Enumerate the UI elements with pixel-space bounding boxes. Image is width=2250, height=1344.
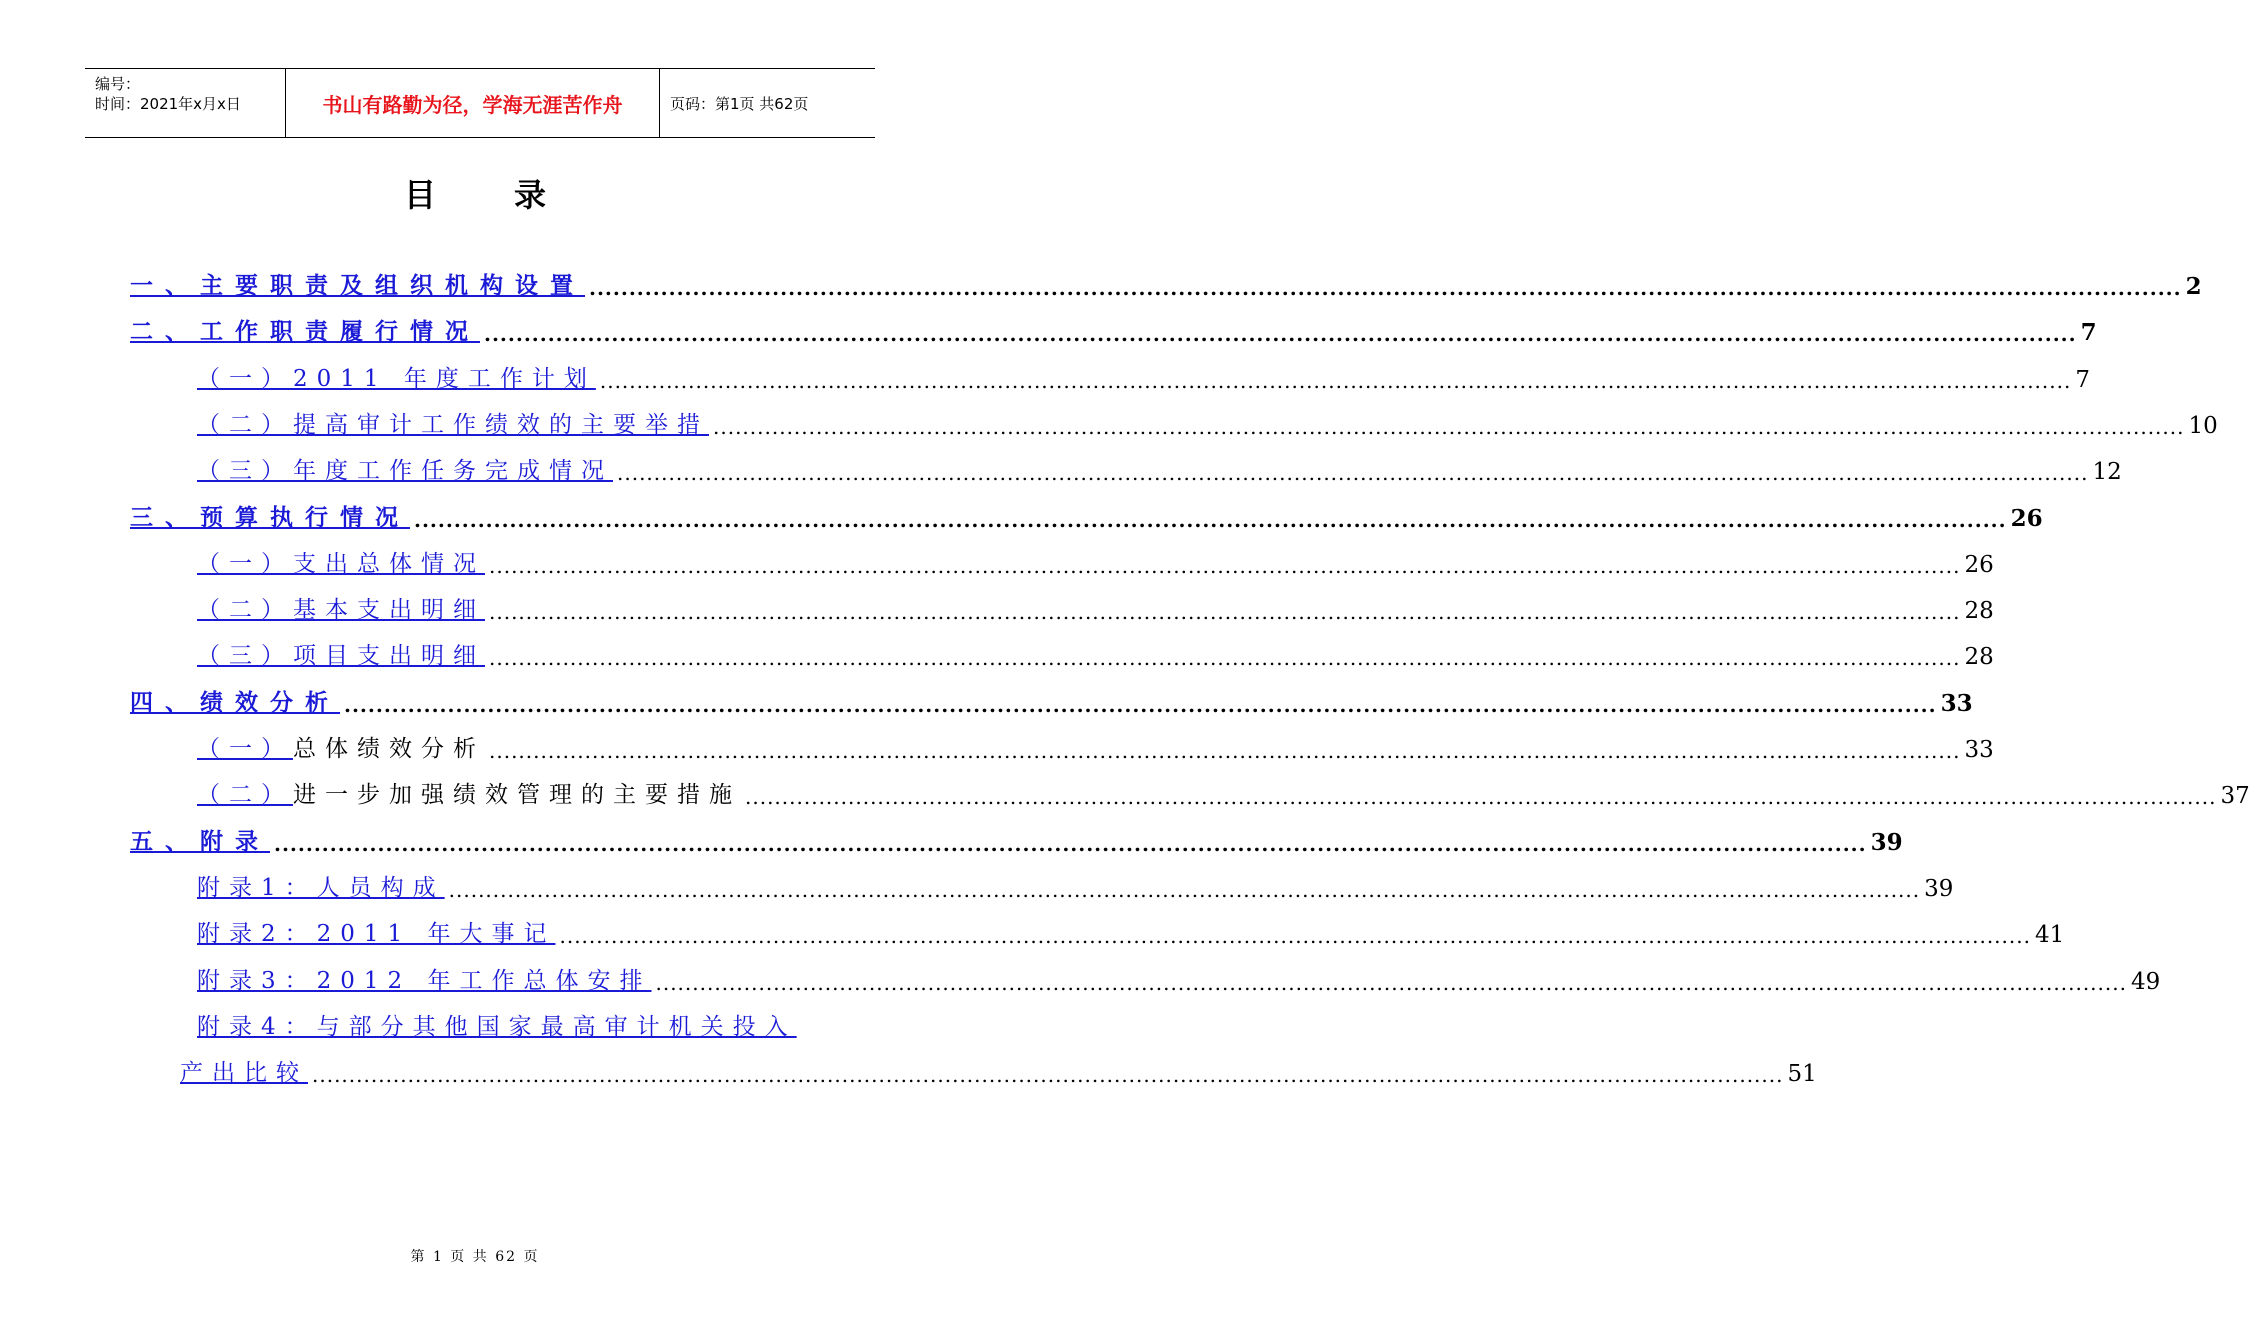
time-label: 时间：2021年x月x日 (95, 95, 241, 113)
toc-entry[interactable] (197, 359, 2090, 393)
toc-link[interactable]: 四、绩效分析 (130, 688, 340, 716)
toc-link[interactable]: 附录1：人员构成 (197, 874, 445, 901)
toc-entry[interactable] (197, 868, 1954, 902)
toc-page-number: 41 (2034, 922, 2065, 949)
toc-entry[interactable] (130, 822, 1903, 856)
toc-leader-dots: ........................................................................................................................................................................................................ (414, 507, 2007, 532)
toc-entry[interactable] (180, 1053, 1817, 1088)
toc-link[interactable]: 一、主要职责及组织机构设置 (130, 272, 585, 299)
toc-leader-dots: ........................................................................................................................................................................................................ (559, 924, 2031, 949)
toc-entry[interactable] (197, 1007, 830, 1041)
toc-entry-text: 进一步加强绩效管理的主要措施 (293, 782, 741, 809)
toc-page-number: 33 (1964, 737, 1994, 763)
toc-entry[interactable] (197, 961, 2161, 995)
toc-entry[interactable] (197, 914, 2065, 949)
toc-entry[interactable] (197, 405, 2218, 439)
toc-link[interactable]: （二） (197, 782, 293, 809)
toc-link[interactable]: （二）基本支出明细 (197, 597, 485, 624)
toc-page-number: 39 (1870, 828, 1903, 856)
toc-link[interactable]: 五、附录 (130, 827, 270, 855)
toc-leader-dots: ........................................................................................................................................................................................................ (448, 877, 1921, 902)
toc-page-number: 7 (2080, 319, 2097, 347)
toc-leader-dots: ........................................................................................................................................................................................................ (344, 692, 1937, 717)
toc-page-number: 26 (1964, 551, 1994, 578)
number-label: 编号： (95, 75, 141, 93)
toc-link[interactable]: 三、预算执行情况 (130, 503, 410, 531)
toc-page-number: 49 (2130, 968, 2161, 995)
toc-page-number: 7 (2075, 366, 2090, 393)
header-page-label: 页码：第1页 共62页 (670, 94, 809, 113)
toc-page-number: 37 (2220, 783, 2250, 810)
toc-entry[interactable] (197, 544, 1994, 578)
toc-page-number: 28 (1964, 644, 1994, 671)
toc-link[interactable]: （三）年度工作任务完成情况 (197, 458, 613, 485)
toc-page-number: 10 (2188, 412, 2218, 439)
toc-entry[interactable] (197, 590, 1994, 625)
toc-link[interactable]: 附录3：2012 年工作总体安排 (197, 967, 652, 994)
toc-leader-dots: ........................................................................................................................................................................................................ (745, 785, 2217, 810)
toc-leader-dots: ........................................................................................................................................................................................................ (617, 461, 2089, 486)
page-header (85, 68, 875, 138)
toc-leader-dots: ........................................................................................................................................................................................................ (312, 1063, 1784, 1088)
toc-page-number: 28 (1964, 598, 1994, 625)
toc-link[interactable]: （二）提高审计工作绩效的主要举措 (197, 411, 709, 438)
toc-entry[interactable] (197, 729, 1994, 763)
toc-entry[interactable] (130, 312, 2097, 347)
toc-entry[interactable] (130, 498, 2043, 532)
toc-link[interactable]: （一）支出总体情况 (197, 550, 485, 577)
toc-link[interactable]: 产出比较 (180, 1060, 308, 1087)
page-title: 目录 (403, 176, 624, 214)
toc-leader-dots: ........................................................................................................................................................................................................ (489, 646, 1961, 671)
toc-link[interactable]: 附录2：2011 年大事记 (197, 921, 556, 948)
toc-leader-dots: ........................................................................................................................................................................................................ (274, 831, 1867, 856)
toc-entry[interactable] (197, 775, 2250, 810)
toc-page-number: 39 (1924, 875, 1954, 902)
toc-leader-dots: ........................................................................................................................................................................................................ (589, 276, 2182, 300)
toc-leader-dots: ........................................................................................................................................................................................................ (713, 414, 2185, 439)
header-motto: 书山有路勤为径，学海无涯苦作舟 (285, 69, 660, 137)
toc-entry[interactable] (130, 683, 1973, 717)
page-footer: 第 1 页 共 62 页 (410, 1249, 540, 1265)
toc-link[interactable]: 附录4：与部分其他国家最高审计机关投入 (197, 1013, 797, 1040)
toc-page-number: 12 (2092, 459, 2122, 486)
toc-page-number: 33 (1940, 689, 1973, 717)
toc-leader-dots: ........................................................................................................................................................................................................ (599, 368, 2072, 393)
toc-entry-text: 总体绩效分析 (293, 736, 485, 762)
toc-link[interactable]: （一）2011 年度工作计划 (197, 365, 596, 392)
toc-leader-dots: ........................................................................................................................................................................................................ (489, 739, 1961, 763)
toc-link[interactable]: （三）项目支出明细 (197, 643, 485, 670)
toc-leader-dots: ........................................................................................................................................................................................................ (489, 553, 1961, 578)
toc-link[interactable]: 二、工作职责履行情况 (130, 318, 480, 346)
toc-entry[interactable] (197, 451, 2122, 486)
toc-page-number: 51 (1787, 1061, 1817, 1088)
toc-entry[interactable] (197, 636, 1994, 671)
toc-leader-dots: ........................................................................................................................................................................................................ (655, 970, 2127, 995)
toc-link[interactable]: （一） (197, 736, 293, 762)
toc-leader-dots: ........................................................................................................................................................................................................ (484, 322, 2077, 347)
toc-page-number: 26 (2010, 504, 2043, 532)
toc-entry[interactable] (130, 266, 2202, 300)
header-meta (85, 69, 285, 137)
toc-leader-dots: ........................................................................................................................................................................................................ (489, 600, 1961, 625)
toc-page-number: 2 (2185, 273, 2202, 300)
